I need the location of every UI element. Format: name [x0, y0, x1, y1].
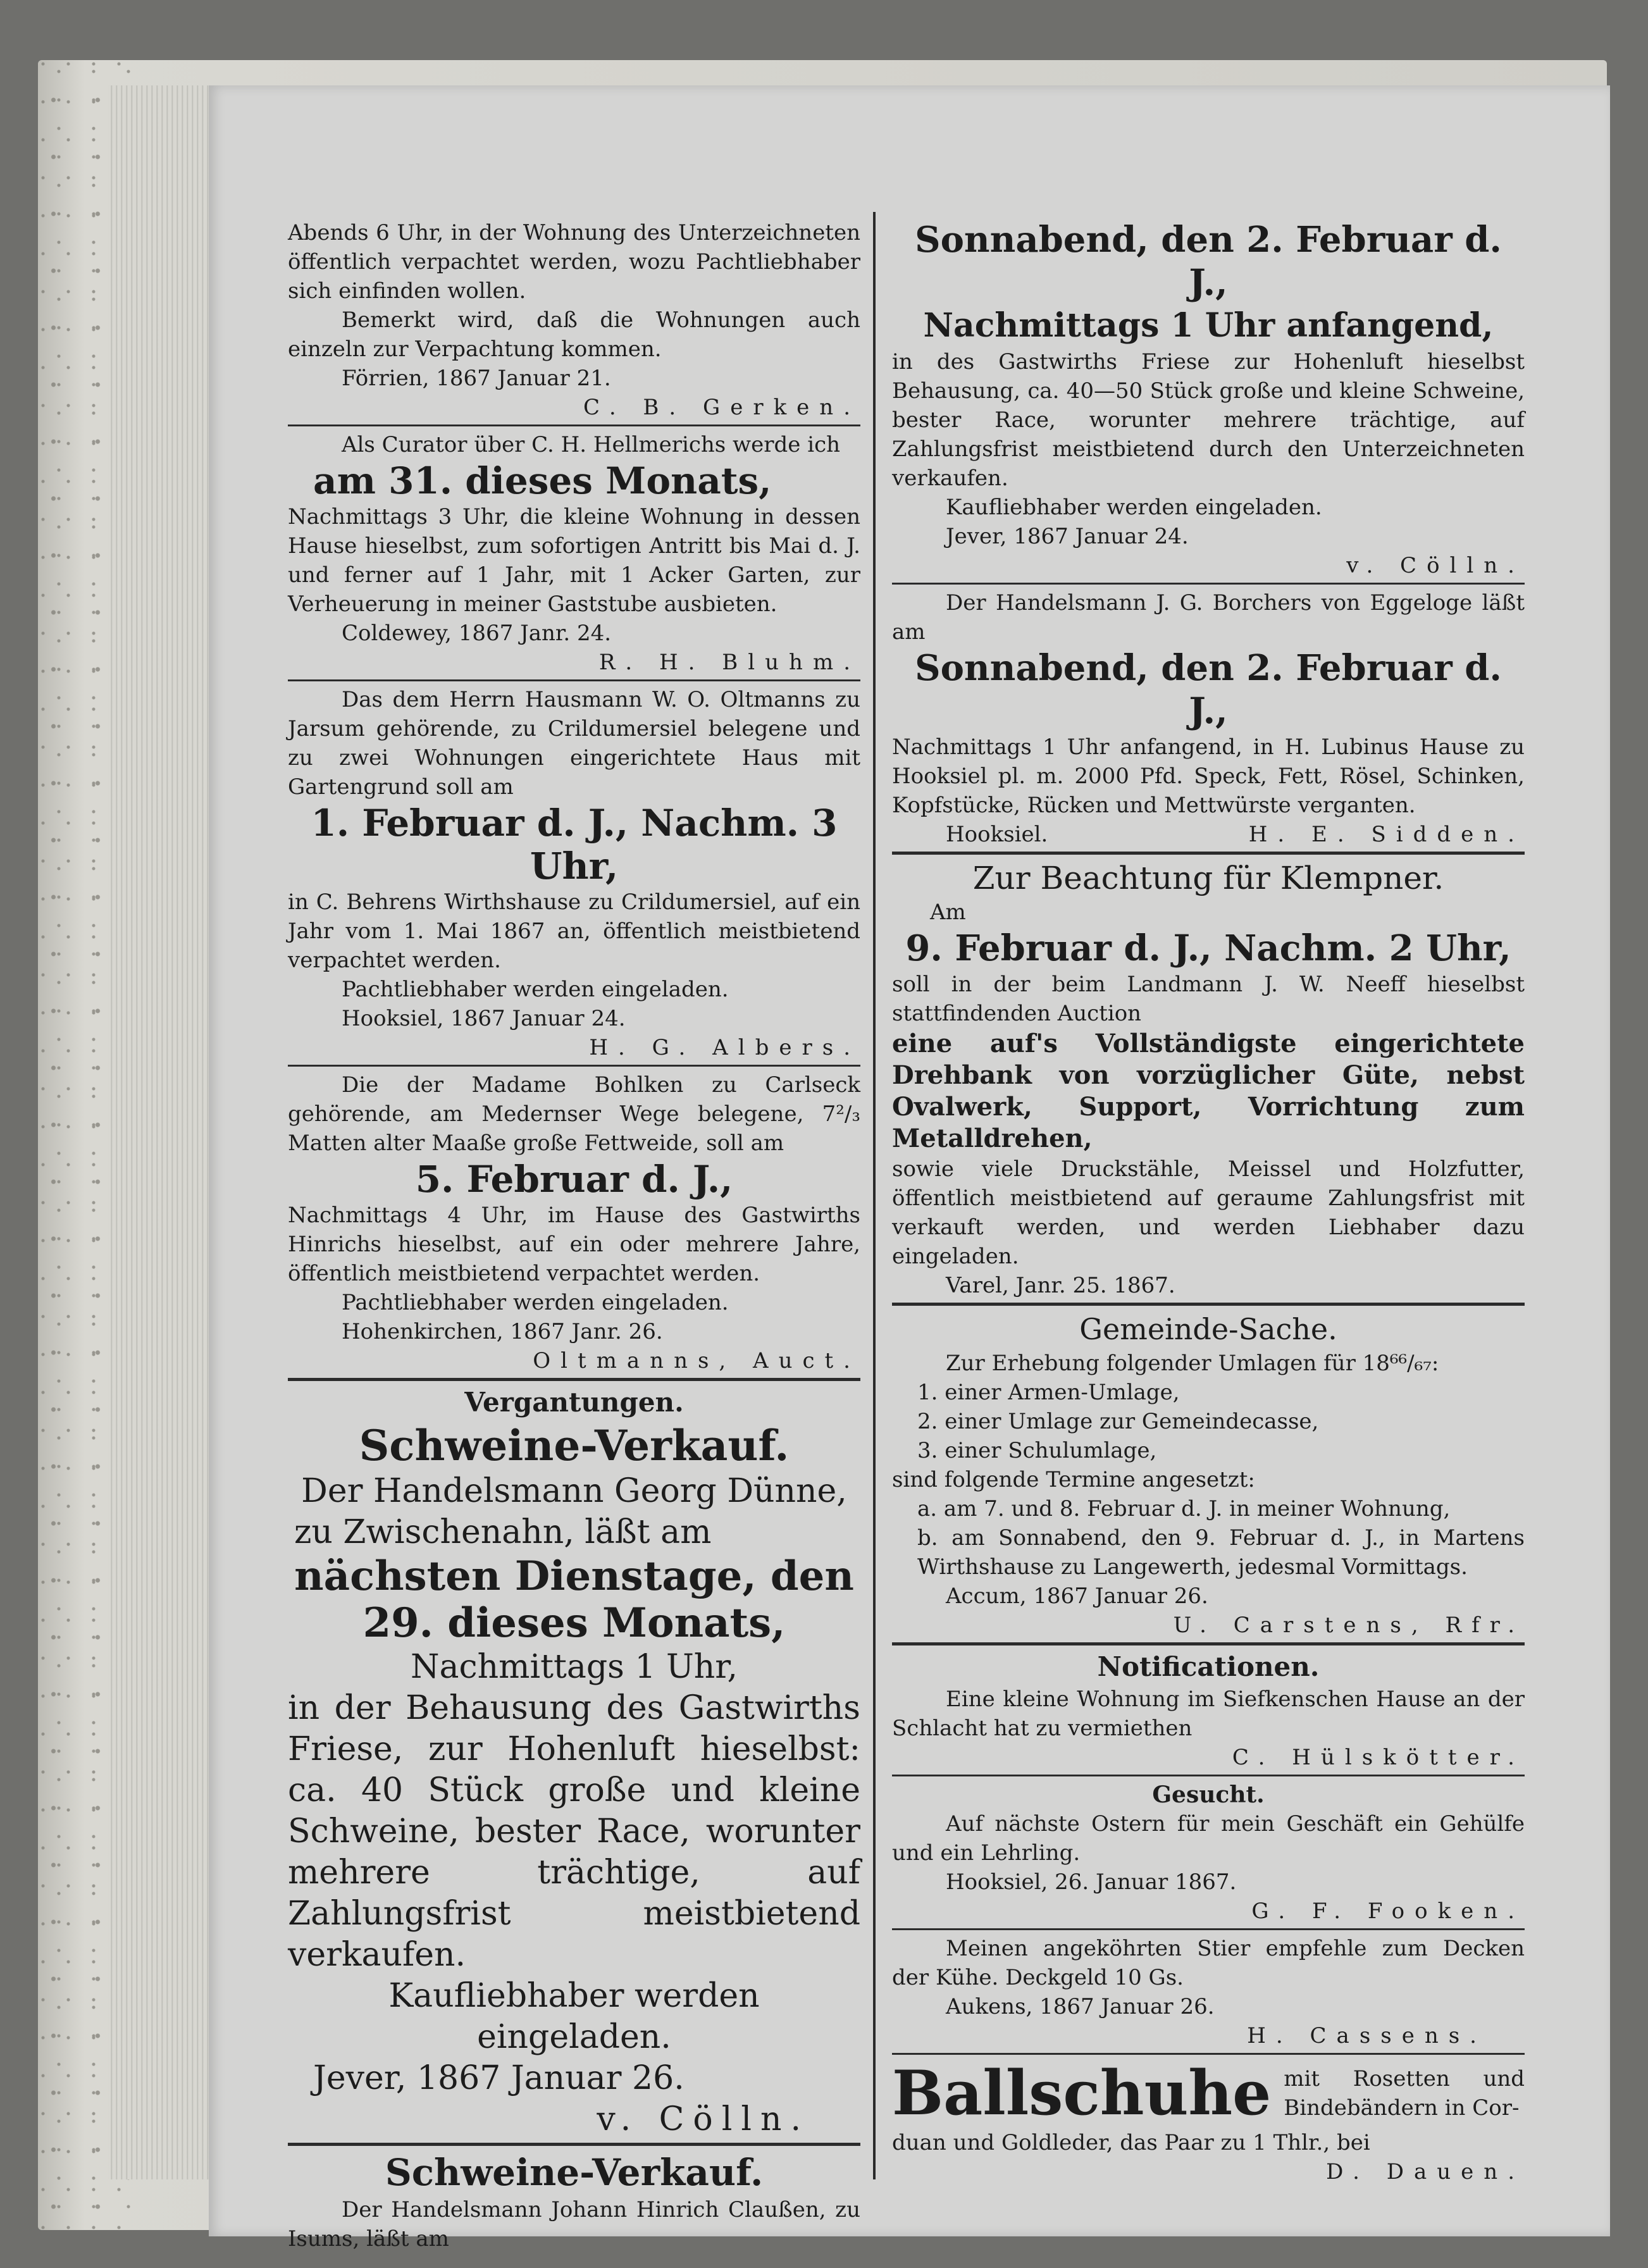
ad-time: Nachmittags 1 Uhr, — [411, 1648, 738, 1686]
ad-signature: v. Cölln. — [1346, 553, 1525, 578]
ad-cassens — [892, 1934, 1525, 2050]
ad-signature: G. F. Fooken. — [1251, 1899, 1525, 1924]
ad-text: in der Behausung des Gastwirths Friese, zur Hohenluft hieselbst: ca. 40 Stück große und kleine Schweine, bester Race, worunter mehrere trächtige, auf Zahlungsfrist meistbietend verkaufen. — [288, 1689, 860, 1974]
ad-schweine-verkauf-claussen — [288, 2150, 860, 2253]
ad-place-date: Jever, 1867 Januar 26. — [313, 2059, 685, 2097]
divider — [892, 852, 1525, 855]
ad-intro: Das dem Herrn Hausmann W. O. Oltmanns zu Jarsum gehörende, zu Crildumersiel belegene und zu zwei Wohnungen eingerichtete Haus mit Gartengrund soll am — [288, 687, 860, 800]
divider — [288, 2143, 860, 2146]
ad-oltmanns — [288, 685, 860, 1062]
ad-title: Zur Beachtung für Klempner. — [972, 860, 1444, 896]
list-item: b. am Sonnabend, den 9. Februar d. J., in Martens Wirthshause zu Langewerth, jedesmal Vormittags. — [917, 1525, 1525, 1580]
ad-title: Gemeinde-Sache. — [1079, 1312, 1337, 1346]
ad-note: Pachtliebhaber werden eingeladen. — [342, 977, 729, 1002]
ad-text: in des Gastwirths Friese zur Hohenluft hieselbst Behausung, ca. 40—50 Stück große und kleine Schweine, bester Race, worunter mehrere trächtige, auf Zahlungsfrist meistbietend durch den Unterzeichneten verkaufen. — [892, 349, 1525, 491]
ad-note: Pachtliebhaber werden eingeladen. — [342, 1290, 729, 1315]
ad-hellmerichs — [288, 430, 860, 677]
section-heading: Notificationen. — [1097, 1651, 1320, 1682]
ad-signature: C. Hülskötter. — [1232, 1745, 1525, 1770]
ad-gemeinde-sache — [892, 1310, 1525, 1640]
list-item: 1. einer Armen-Umlage, — [917, 1380, 1180, 1405]
ad-signature: H. E. Sidden. — [1248, 822, 1525, 847]
ad-text: duan und Goldleder, das Paar zu 1 Thlr., bei — [892, 2130, 1370, 2155]
ad-date: 29. dieses Monats, — [362, 1599, 786, 1647]
ad-date: 9. Februar d. J., Nachm. 2 Uhr, — [905, 927, 1511, 969]
ad-title: Schweine-Verkauf. — [359, 1421, 790, 1470]
ad-title: Schweine-Verkauf. — [385, 2151, 764, 2194]
ad-intro: Als Curator über C. H. Hellmerichs werde ich — [342, 432, 841, 457]
left-column — [288, 218, 860, 2253]
ad-bohlken — [288, 1070, 860, 1375]
ad-place-date: Hohenkirchen, 1867 Janr. 26. — [342, 1319, 663, 1344]
ad-intro: Die der Madame Bohlken zu Carlseck gehörende, am Medernser Wege belegene, 7²/₃ Matten alter Maaße große Fettweide, soll am — [288, 1072, 860, 1156]
list-item: a. am 7. und 8. Februar d. J. in meiner Wohnung, — [917, 1496, 1451, 1521]
divider — [288, 1065, 860, 1067]
ad-place-date: Varel, Janr. 25. 1867. — [946, 1273, 1175, 1298]
ad-text: Eine kleine Wohnung im Siefkenschen Hause an der Schlacht hat zu vermiethen — [892, 1687, 1525, 1741]
ad-place-date: Hooksiel, 26. Januar 1867. — [946, 1869, 1237, 1895]
page-edges — [108, 85, 209, 2179]
divider — [892, 1642, 1525, 1645]
ad-gesucht — [892, 1780, 1525, 1926]
list-item: 2. einer Umlage zur Gemeindecasse, — [917, 1409, 1319, 1434]
divider — [288, 424, 860, 426]
ad-gerken — [288, 218, 860, 422]
ad-text: sowie viele Druckstähle, Meissel und Holzfutter, öffentlich meistbietend auf geraume Zahlungsfrist mit verkauft werden, und werden Liebhaber dazu eingeladen. — [892, 1156, 1525, 1269]
divider — [892, 1775, 1525, 1776]
right-column — [892, 218, 1525, 2186]
ad-signature: D. Dauen. — [1326, 2159, 1525, 2184]
ad-date: am 31. dieses Monats, — [313, 459, 772, 502]
ad-text: Abends 6 Uhr, in der Wohnung des Unterzeichneten öffentlich verpachtet werden, wozu Pachtliebhaber sich einfinden wollen. — [288, 220, 860, 304]
ad-text: sind folgende Termine angesetzt: — [892, 1467, 1255, 1492]
list-item: 3. einer Schulumlage, — [917, 1438, 1157, 1463]
ad-text: Nachmittags 3 Uhr, die kleine Wohnung in dessen Hause hieselbst, zum sofortigen Antritt bis Mai d. J. und ferner auf 1 Jahr, mit 1 Acker Garten, zur Verheuerung in meiner Gaststube ausbieten. — [288, 504, 860, 617]
ad-signature: Oltmanns, Auct. — [533, 1348, 860, 1373]
ad-date: 1. Februar d. J., Nachm. 3 Uhr, — [311, 802, 838, 888]
divider — [288, 1378, 860, 1381]
ad-signature: H. G. Albers. — [589, 1035, 860, 1060]
ad-time: Nachmittags 1 Uhr anfangend, — [923, 306, 1494, 345]
ad-signature: C. B. Gerken. — [583, 395, 860, 420]
ad-text: Auf nächste Ostern für mein Geschäft ein Gehülfe und ein Lehrling. — [892, 1811, 1525, 1866]
ad-signature: H. Cassens. — [1247, 2023, 1487, 2048]
ad-date: Sonnabend, den 2. Februar d. J., — [915, 219, 1502, 304]
ad-ballschuhe — [892, 2059, 1525, 2186]
ad-place-date: Förrien, 1867 Januar 21. — [342, 366, 611, 391]
ad-signature: v. Cölln. — [597, 2100, 810, 2138]
ad-title: Ballschuhe — [892, 2057, 1272, 2129]
divider — [892, 2053, 1525, 2055]
ad-place-date: Aukens, 1867 Januar 26. — [946, 1994, 1215, 2019]
ad-header-row — [892, 2059, 1525, 2128]
ad-place-date: Accum, 1867 Januar 26. — [946, 1583, 1208, 1609]
ad-intro: Der Handelsmann J. G. Borchers von Eggeloge läßt am — [892, 590, 1525, 645]
ad-highlight: eine auf's Vollständigste eingerichtete Drehbank von vorzüglicher Güte, nebst Ovalwerk, Support, Vorrichtung zum Metalldrehen, — [892, 1029, 1525, 1153]
divider — [288, 679, 860, 681]
ad-notificationen — [892, 1649, 1525, 1772]
ad-place-date: Jever, 1867 Januar 24. — [946, 524, 1189, 549]
ad-schweine-verkauf-duenne — [288, 1420, 860, 2140]
ad-date: Sonnabend, den 2. Februar d. J., — [915, 647, 1502, 732]
ad-borchers — [892, 588, 1525, 849]
ad-signature: R. H. Bluhm. — [598, 650, 860, 675]
ad-signature: U. Carstens, Rfr. — [1173, 1613, 1525, 1638]
ad-date: nächsten Dienstage, den — [294, 1552, 854, 1600]
column-divider — [873, 212, 876, 2179]
ad-text: Der Handelsmann Johann Hinrich Claußen, zu Isums, läßt am — [288, 2197, 860, 2252]
ad-footer — [892, 820, 1525, 849]
ad-intro: Zur Erhebung folgender Umlagen für 18⁶⁶/₆₇: — [946, 1351, 1439, 1376]
ad-text: Der Handelsmann Georg Dünne, — [301, 1472, 847, 1510]
ad-date: 5. Februar d. J., — [415, 1158, 733, 1201]
ad-text: in C. Behrens Wirthshause zu Crildumersiel, auf ein Jahr vom 1. Mai 1867 an, öffentlich meistbietend verpachtet werden. — [288, 889, 860, 973]
ad-klempner — [892, 858, 1525, 1300]
ad-text: mit Rosetten und Bindebändern in Cor- — [1284, 2066, 1525, 2121]
ad-place-date: Coldewey, 1867 Janr. 24. — [342, 621, 612, 646]
ad-text: Nachmittags 1 Uhr anfangend, in H. Lubinus Hause zu Hooksiel pl. m. 2000 Pfd. Speck, Fett, Rösel, Schinken, Kopfstücke, Rücken und Mettwürste verganten. — [892, 734, 1525, 818]
section-heading: Vergantungen. — [464, 1387, 684, 1418]
ad-text: Bemerkt wird, daß die Wohnungen auch einzeln zur Verpachtung kommen. — [288, 307, 860, 362]
ad-note: Kaufliebhaber werden eingeladen. — [946, 495, 1322, 520]
divider — [892, 1303, 1525, 1306]
ad-text: zu Zwischenahn, läßt am — [294, 1513, 712, 1551]
ad-title: Gesucht. — [1152, 1782, 1265, 1808]
ad-note: Kaufliebhaber werden eingeladen. — [388, 1977, 760, 2056]
ad-place-date: Hooksiel. — [946, 822, 1048, 847]
divider — [892, 583, 1525, 585]
ad-text: Meinen angeköhrten Stier empfehle zum Decken der Kühe. Deckgeld 10 Gs. — [892, 1936, 1525, 1990]
ad-friese-schweine — [892, 218, 1525, 580]
ad-text: Nachmittags 4 Uhr, im Hause des Gastwirths Hinrichs hieselbst, auf ein oder mehrere Jahre, öffentlich meistbietend verpachtet werden. — [288, 1203, 860, 1286]
ad-text: Am — [930, 900, 966, 925]
ad-text: soll in der beim Landmann J. W. Neeff hieselbst stattfindenden Auction — [892, 972, 1525, 1026]
ad-place-date: Hooksiel, 1867 Januar 24. — [342, 1006, 626, 1031]
divider — [892, 1928, 1525, 1930]
newspaper-page — [209, 85, 1610, 2252]
